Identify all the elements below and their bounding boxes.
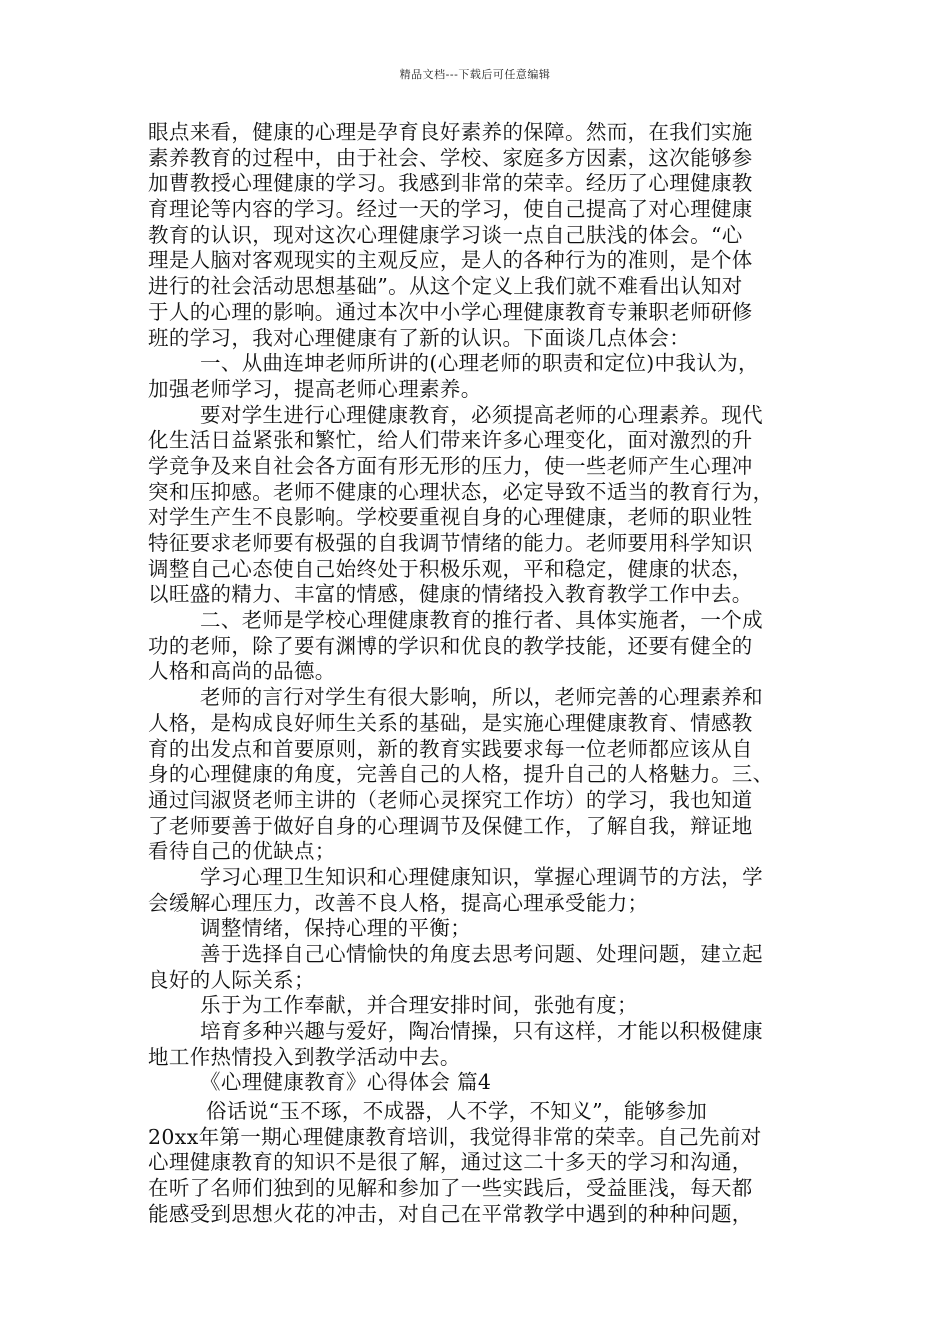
text-line: 素养教育的过程中，由于社会、学校、家庭多方因素，这次能够参: [148, 145, 753, 170]
text-line: 通过闫淑贤老师主讲的（老师心灵探究工作坊）的学习，我也知道: [148, 787, 753, 812]
text-line: 地工作热情投入到教学活动中去。: [148, 1044, 461, 1069]
text-line: 加曹教授心理健康的学习。我感到非常的荣幸。经历了心理健康教: [148, 171, 753, 196]
paragraph-first-line: 要对学生进行心理健康教育，必须提高老师的心理素养。现代: [200, 402, 763, 427]
text-line: 了老师要善于做好自身的心理调节及保健工作，了解自我，辩证地: [148, 813, 753, 838]
text-line: 突和压抑感。老师不健康的心理状态，必定导致不适当的教育行为，: [148, 479, 774, 504]
text-line: 以旺盛的精力、丰富的情感，健康的情绪投入教育教学工作中去。: [148, 582, 753, 607]
paragraph-first-line: 一、从曲连坤老师所讲的(心理老师的职责和定位)中我认为，: [200, 351, 759, 376]
text-line: 心理健康教育的知识不是很了解，通过这二十多天的学习和沟通，: [148, 1150, 753, 1175]
text-line: 人格和高尚的品德。: [148, 659, 336, 684]
section-body: [148, 1099, 808, 1227]
paragraph-first-line: 调整情绪，保持心理的平衡；: [200, 916, 472, 941]
paragraph-first-line: 俗话说“玉不琢，不成器，人不学，不知义”，能够参加: [206, 1099, 708, 1123]
text-line: 人格，是构成良好师生关系的基础，是实施心理健康教育、情感教: [148, 710, 753, 735]
text-line: 学竞争及来自社会各方面有形无形的压力，使一些老师产生心理冲: [148, 453, 753, 478]
text-line: 加强老师学习，提高老师心理素养。: [148, 376, 482, 401]
section-title: 《心理健康教育》心得体会 篇4: [200, 1070, 492, 1095]
text-line: 特征要求老师要有极强的自我调节情绪的能力。老师要用科学知识: [148, 531, 753, 555]
page-header: 精品文档---下载后可任意编辑: [399, 68, 551, 81]
paragraph-first-line: 学习心理卫生知识和心理健康知识，掌握心理调节的方法，学: [200, 864, 763, 889]
text-line: 看待自己的优缺点；: [148, 839, 336, 864]
text-line: 身的心理健康的角度，完善自己的人格，提升自己的人格魅力。三、: [148, 762, 774, 787]
paragraph-first-line: 二、老师是学校心理健康教育的推行者、具体实施者，一个成: [200, 608, 763, 633]
document-body: [148, 120, 808, 1096]
text-line: 眼点来看，健康的心理是孕育良好素养的保障。然而，在我们实施: [148, 120, 753, 144]
paragraph-first-line: 善于选择自己心情愉快的角度去思考问题、处理问题，建立起: [200, 942, 763, 966]
text-line: 教育的认识，现对这次心理健康学习谈一点自己肤浅的体会。“心: [148, 222, 743, 247]
text-line: 能感受到思想火花的冲击，对自己在平常教学中遇到的种种问题，: [148, 1201, 753, 1226]
text-line: 于人的心理的影响。通过本次中小学心理健康教育专兼职老师研修: [148, 299, 753, 324]
text-line: 功的老师，除了要有渊博的学识和优良的教学技能，还要有健全的: [148, 633, 753, 658]
text-line: 育理论等内容的学习。经过一天的学习，使自己提高了对心理健康: [148, 197, 753, 222]
text-line: 化生活日益紧张和繁忙，给人们带来许多心理变化，面对激烈的升: [148, 428, 753, 453]
text-line: 进行的社会活动思想基础”。从这个定义上我们就不难看出认知对: [148, 274, 743, 299]
text-line: 对学生产生不良影响。学校要重视自身的心理健康，老师的职业牲: [148, 505, 753, 530]
text-line: 育的出发点和首要原则，新的教育实践要求每一位老师都应该从自: [148, 736, 753, 761]
text-line: 调整自己心态使自己始终处于积极乐观，平和稳定，健康的状态，: [148, 556, 753, 581]
paragraph-first-line: 培育多种兴趣与爱好，陶冶情操，只有这样，才能以积极健康: [200, 1019, 763, 1044]
paragraph-first-line: 老师的言行对学生有很大影响，所以，老师完善的心理素养和: [200, 685, 763, 710]
text-line: 在听了名师们独到的见解和参加了一些实践后，受益匪浅，每天都: [148, 1176, 753, 1201]
paragraph-first-line: 乐于为工作奉献，并合理安排时间，张弛有度；: [200, 993, 638, 1018]
text-line: 会缓解心理压力，改善不良人格，提高心理承受能力；: [148, 890, 649, 915]
text-line: 理是人脑对客观现实的主观反应，是人的各种行为的准则，是个体: [148, 248, 753, 273]
text-line: 班的学习，我对心理健康有了新的认识。下面谈几点体会：: [148, 325, 691, 350]
text-line: 20xx年第一期心理健康教育培训，我觉得非常的荣幸。自己先前对: [148, 1124, 762, 1149]
text-line: 良好的人际关系；: [148, 967, 315, 992]
